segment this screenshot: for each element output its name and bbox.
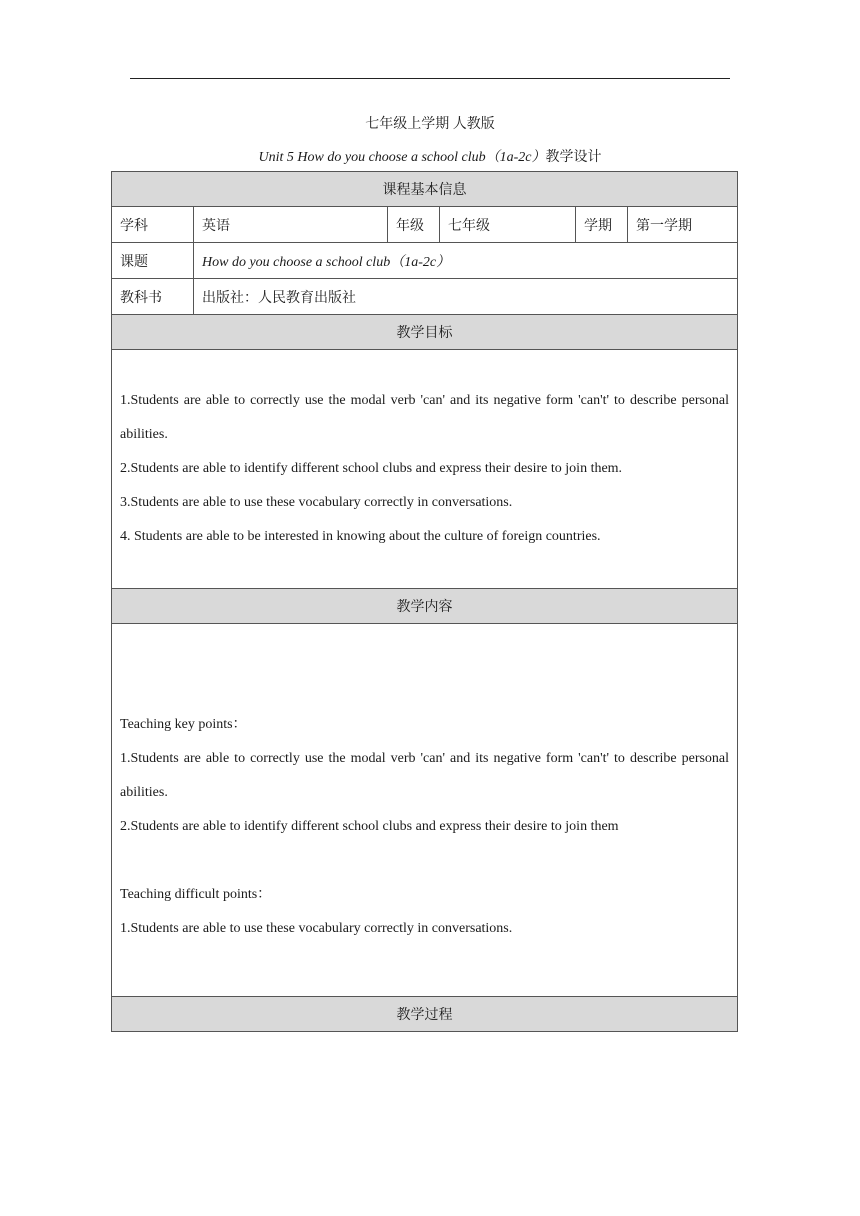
grade-label: 年级 [388,207,440,243]
subject-label: 学科 [112,207,194,243]
blank-line [120,674,729,708]
grade-value: 七年级 [440,207,576,243]
objective-item: 1.Students are able to correctly use the modal verb 'can' and its negative form 'can't' to describe personal abilities. [120,393,730,442]
objective-item: 2.Students are able to identify different school clubs and express their desire to join them. [120,461,623,476]
content-heading: 教学内容 [112,589,738,624]
textbook-value: 出版社：人民教育出版社 [194,279,738,315]
content-cell [112,624,738,997]
unit-title-english: Unit 5 How do you choose a school club（1a-2c） [258,150,546,165]
topic-label: 课题 [112,243,194,279]
difficult-points-heading: Teaching difficult points： [120,887,272,902]
blank-line [120,844,729,878]
lesson-plan-table [111,171,738,1032]
header-rule [130,78,730,79]
objectives-cell [112,350,738,589]
process-heading: 教学过程 [112,997,738,1032]
grade-line: 七年级上学期 人教版 [365,117,495,132]
textbook-label: 教科书 [112,279,194,315]
difficult-point-item: 1.Students are able to use these vocabulary correctly in conversations. [120,921,513,936]
unit-title-suffix: 教学设计 [545,150,602,165]
key-point-item: 2.Students are able to identify different school clubs and express their desire to join them [120,819,619,834]
objective-item: 3.Students are able to use these vocabulary correctly in conversations. [120,495,513,510]
objectives-heading: 教学目标 [112,315,738,350]
term-value: 第一学期 [628,207,738,243]
term-label: 学期 [576,207,628,243]
unit-title [0,146,860,166]
basic-info-heading: 课程基本信息 [112,172,738,207]
topic-value: How do you choose a school club（1a-2c） [194,243,738,279]
key-point-item: 1.Students are able to correctly use the modal verb 'can' and its negative form 'can't' to describe personal abilities. [120,751,730,800]
objective-item: 4. Students are able to be interested in knowing about the culture of foreign countries. [120,529,601,544]
subject-value: 英语 [194,207,388,243]
key-points-heading: Teaching key points： [120,717,247,732]
